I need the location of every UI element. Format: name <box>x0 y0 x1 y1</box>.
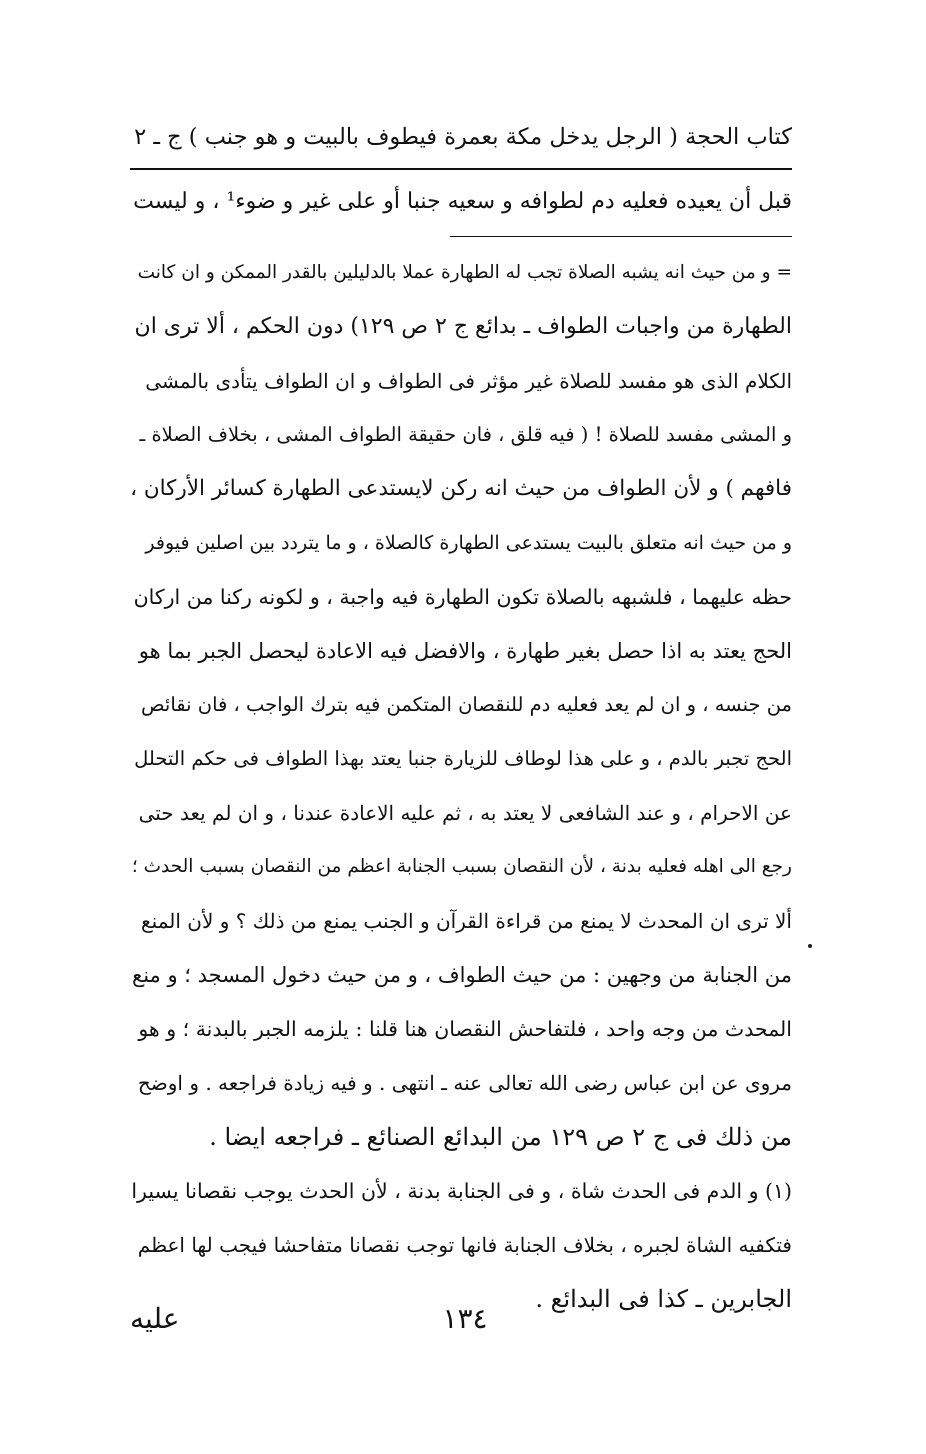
main-text-line: قبل أن يعيده فعليه دم لطوافه و سعيه جنبا أو على غير و ضوء¹ ، و ليست <box>133 189 792 214</box>
footnote-line: و من حيث انه متعلق بالبيت يستدعى الطهارة كالصلاة ، و ما يتردد بين اصلين فيوفر <box>145 532 792 554</box>
footnote-line: رجع الى اهله فعليه بدنة ، لأن النقصان بسبب الجنابة اعظم من النقصان بسبب الحدث ؛ <box>131 856 792 877</box>
footnotes-block <box>130 248 792 1328</box>
footnote-line: فافهم ) و لأن الطواف من حيث انه ركن لايستدعى الطهارة كسائر الأركان ، <box>130 476 792 501</box>
footnote-line: = و من حيث انه يشبه الصلاة تجب له الطهارة عملا بالدليلين بالقدر الممكن و ان كانت <box>137 262 792 283</box>
footnote-line: من جنسه ، و ان لم يعد فعليه دم للنقصان المتكمن فيه بترك الواجب ، فان نقائص <box>141 693 792 716</box>
footnote-line: المحدث من وجه واحد ، فلتفاحش النقصان هنا قلنا : يلزمه الجبر بالبدنة ؛ و هو <box>138 1017 792 1041</box>
ink-speck <box>808 944 812 948</box>
footnote-line: فتكفيه الشاة لجبره ، بخلاف الجنابة فانها توجب نقصانا متفاحشا فيجب لها اعظم <box>137 1233 792 1257</box>
footnote-line: الكلام الذى هو مفسد للصلاة غير مؤثر فى الطواف و ان الطواف يتأدى بالمشى <box>145 369 792 393</box>
footnote-separator-rule <box>450 236 792 237</box>
footnote-line: الحج يعتد به اذا حصل بغير طهارة ، والافضل فيه الاعادة ليحصل الجبر بما هو <box>138 639 792 663</box>
footnote-line: ألا ترى ان المحدث لا يمنع من قراءة القرآن و الجنب يمنع من ذلك ؟ و لأن المنع <box>141 909 792 933</box>
footnote-line: الجابرين ـ كذا فى البدائع . <box>535 1285 792 1313</box>
footnote-line: و المشى مفسد للصلاة ! ( فيه قلق ، فان حقيقة الطواف المشى ، بخلاف الصلاة ـ <box>139 423 792 446</box>
footnote-line: (١) و الدم فى الحدث شاة ، و فى الجنابة بدنة ، لأن الحدث يوجب نقصانا يسيرا <box>131 1179 792 1203</box>
footnote-line: من ذلك فى ج ٢ ص ١٢٩ من البدائع الصنائع ـ فراجعه ايضا . <box>209 1123 792 1151</box>
footnote-line: من الجنابة من وجهين : من حيث الطواف ، و من حيث دخول المسجد ؛ و منع <box>132 963 792 987</box>
header-rule <box>130 168 792 170</box>
running-header: كتاب الحجة ( الرجل يدخل مكة بعمرة فيطوف بالبيت و هو جنب ) ج ـ ٢ <box>134 124 792 150</box>
footnote-line: الحج تجبر بالدم ، و على هذا لوطاف للزيارة جنبا يعتد بهذا الطواف فى حكم التحلل <box>134 747 792 770</box>
footnote-line: مروى عن ابن عباس رضى الله تعالى عنه ـ انتهى . و فيه زيادة فراجعه . و اوضح <box>137 1071 792 1095</box>
footnote-line: عن الاحرام ، و عند الشافعى لا يعتد به ، ثم عليه الاعادة عندنا ، و ان لم يعد حتى <box>138 801 792 825</box>
footnote-line: الطهارة من واجبات الطواف ـ بدائع ج ٢ ص ١٢٩) دون الحكم ، ألا ترى ان <box>134 314 792 339</box>
footnote-line: حظه عليهما ، فلشبهه بالصلاة تكون الطهارة فيه واجبة ، و لكونه ركنا من اركان <box>133 585 792 609</box>
page-number: ١٣٤ <box>442 1302 488 1335</box>
catchword: عليه <box>130 1302 180 1335</box>
